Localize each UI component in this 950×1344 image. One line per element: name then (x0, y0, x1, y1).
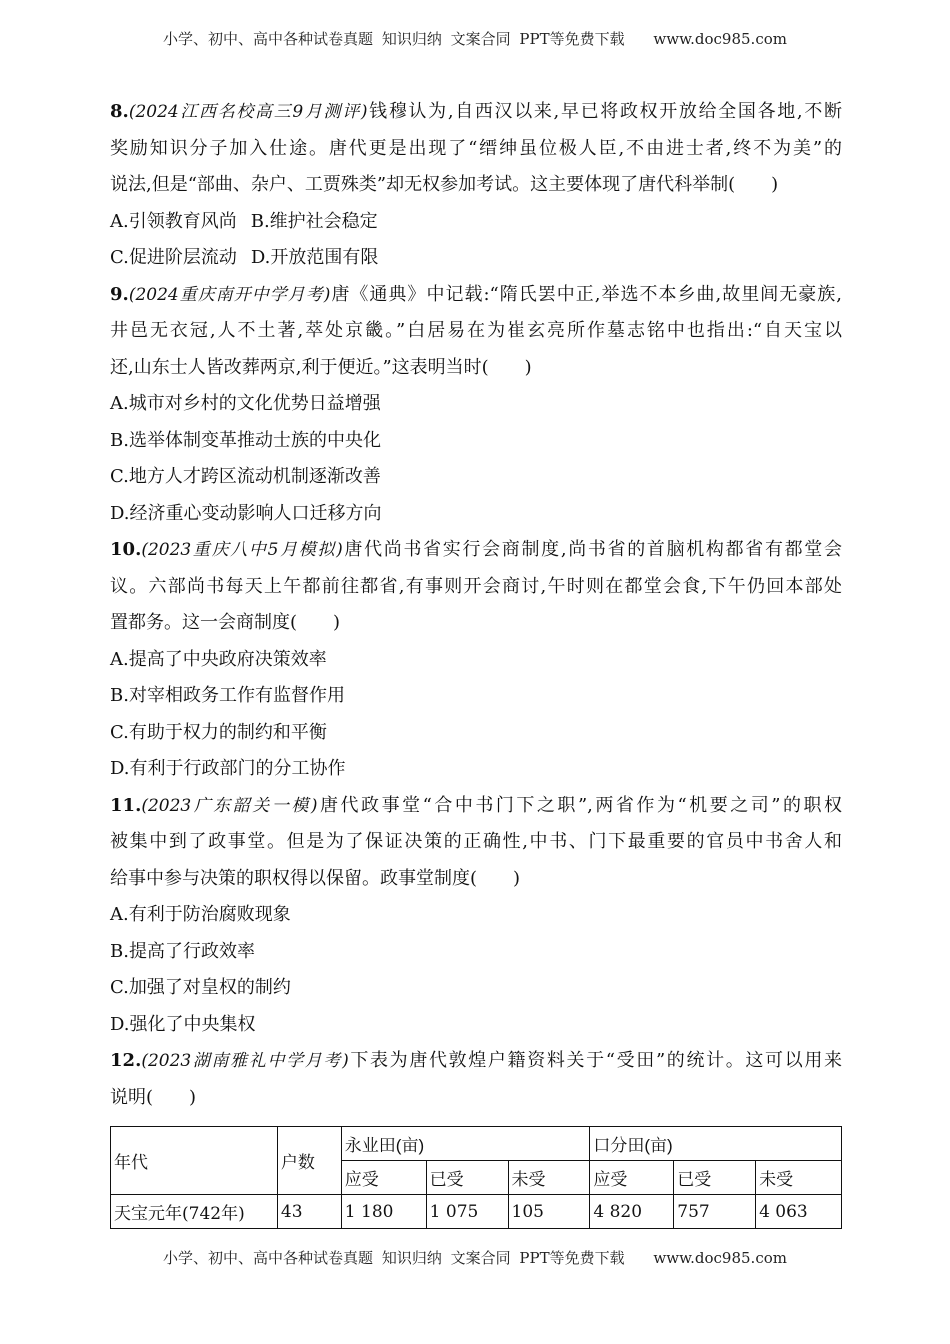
question-number: 12 (110, 1050, 136, 1071)
table-header-cell: 已受 (674, 1161, 756, 1195)
question-source: (2024江西名校高三9月测评) (128, 102, 368, 122)
question-text-line: 井邑无衣冠,人不土著,萃处京畿。”白居易在为崔玄亮所作墓志铭中也指出:“自天宝以 (110, 320, 842, 341)
table-cell: 43 (277, 1195, 341, 1229)
header-item: 小学、初中、高中各种试卷真题 (163, 30, 374, 48)
table-cell: 天宝元年(742年) (111, 1195, 278, 1229)
question-text-line: 议。六部尚书每天上午都前往都省,有事则开会商讨,午时则在都堂会食,下午仍回本部处 (110, 575, 842, 597)
option-c[interactable]: C.加强了对皇权的制约 (110, 977, 291, 998)
question-text-line: 说明( ) (110, 1086, 197, 1108)
question-text-line: 说法,但是“部曲、杂户、工贾殊类”却无权参加考试。这主要体现了唐代科举制( ) (110, 174, 779, 195)
question-text-line: 下表为唐代敦煌户籍资料关于“受田”的统计。这可以用来 (348, 1050, 842, 1071)
table-row (111, 1195, 842, 1229)
table-header-cell: 已受 (426, 1161, 508, 1195)
footer-site-link[interactable]: www.doc985.com (653, 1249, 787, 1267)
question-12: 12.(2023湖南雅礼中学月考)下表为唐代敦煌户籍资料关于“受田”的统计。这可以用来 说明( ) 年代 户数 永业田(亩) 口分田(亩) 应受 已受 未受 应受 已受 未受 天宝元年(742年) 43 1 180 1 075 105 4 820 757 4 063 (110, 1043, 842, 1229)
question-source: (2023广东韶关一模) (141, 795, 318, 816)
header-site-link[interactable]: www.doc985.com (653, 30, 787, 48)
question-text-line: 唐代政事堂“合中书门下之职”,两省作为“机要之司”的职权 (317, 794, 842, 816)
option-a[interactable]: A.有利于防治腐败现象 (110, 904, 291, 925)
option-a[interactable]: A.提高了中央政府决策效率 (110, 648, 327, 670)
table-header-cell: 应受 (341, 1161, 426, 1195)
question-10: 10.(2023重庆八中5月模拟)唐代尚书省实行会商制度,尚书省的首脑机构都省有都堂会 议。六部尚书每天上午都前往都省,有事则开会商讨,午时则在都堂会食,下午仍回本部处 置都务。这一会商制度( ) A.提高了中央政府决策效率 B.对宰相政务工作有监督作用 C.有助于权力的制约和平衡 D.有利于行政部门的分工协作 (110, 532, 842, 788)
question-text-line: 给事中参与决策的职权得以保留。政事堂制度( ) (110, 867, 521, 889)
header-item: PPT等免费下载 (519, 30, 625, 48)
option-a[interactable]: A.引领教育风尚 (110, 210, 237, 232)
question-9: 9.(2024重庆南开中学月考)唐《通典》中记载:“隋氏罢中正,举选不本乡曲,故里闾无豪族, 井邑无衣冠,人不土著,萃处京畿。”白居易在为崔玄亮所作墓志铭中也指出:“自天宝以 还,山东士人皆改葬两京,利于便近。”这表明当时( ) A.城市对乡村的文化优势日益增强 B.选举体制变革推动士族的中央化 C.地方人才跨区流动机制逐渐改善 D.经济重心变动影响人口迁移方向 (110, 277, 842, 533)
table-cell: 4 063 (756, 1195, 842, 1229)
question-text-line: 被集中到了政事堂。但是为了保证决策的正确性,中书、门下最重要的官员中书舍人和 (110, 831, 842, 852)
option-b[interactable]: B.对宰相政务工作有监督作用 (110, 685, 345, 706)
option-d[interactable]: D.经济重心变动影响人口迁移方向 (110, 502, 382, 524)
question-text-line: 唐《通典》中记载:“隋氏罢中正,举选不本乡曲,故里闾无豪族, (330, 283, 842, 305)
header-item: 文案合同 (450, 30, 511, 48)
table-header-cell: 未受 (508, 1161, 590, 1195)
option-a[interactable]: A.城市对乡村的文化优势日益增强 (110, 393, 381, 414)
footer-item: 小学、初中、高中各种试卷真题 (163, 1249, 374, 1267)
option-b[interactable]: B.选举体制变革推动士族的中央化 (110, 429, 381, 451)
table-cell: 1 180 (341, 1195, 426, 1229)
question-source: (2023湖南雅礼中学月考) (141, 1051, 349, 1071)
option-b[interactable]: B.提高了行政效率 (110, 940, 255, 962)
option-row (110, 204, 842, 241)
option-b[interactable]: B.维护社会稳定 (250, 210, 378, 232)
option-d[interactable]: D.开放范围有限 (250, 247, 379, 268)
table-cell: 105 (508, 1195, 590, 1229)
question-text-line: 奖励知识分子加入仕途。唐代更是出现了“缙绅虽位极人臣,不由进士者,终不为美”的 (110, 137, 842, 159)
footer-item: 知识归纳 (381, 1249, 442, 1267)
question-text-line: 唐代尚书省实行会商制度,尚书省的首脑机构都省有都堂会 (342, 539, 842, 560)
page-header (0, 28, 950, 49)
table-header-cell: 年代 (111, 1127, 278, 1195)
question-number: 9 (110, 283, 123, 305)
option-c[interactable]: C.地方人才跨区流动机制逐渐改善 (110, 466, 381, 487)
page-footer (0, 1247, 950, 1268)
footer-item: PPT等免费下载 (519, 1249, 625, 1267)
table-header-cell: 应受 (590, 1161, 674, 1195)
question-11: 11.(2023广东韶关一模)唐代政事堂“合中书门下之职”,两省作为“机要之司”的职权 被集中到了政事堂。但是为了保证决策的正确性,中书、门下最重要的官员中书舍人和 给事中参与决策的职权得以保留。政事堂制度( ) A.有利于防治腐败现象 B.提高了行政效率 C.加强了对皇权的制约 D.强化了中央集权 (110, 788, 842, 1044)
option-d[interactable]: D.有利于行政部门的分工协作 (110, 758, 346, 779)
header-item: 知识归纳 (381, 30, 442, 48)
question-text-line: 还,山东士人皆改葬两京,利于便近。”这表明当时( ) (110, 356, 532, 378)
option-row (110, 240, 842, 277)
table-header-cell: 未受 (756, 1161, 842, 1195)
question-source: (2024重庆南开中学月考) (128, 284, 331, 305)
question-list (110, 94, 842, 1229)
question-number: 8 (110, 101, 123, 122)
question-text-line: 钱穆认为,自西汉以来,早已将政权开放给全国各地,不断 (367, 101, 842, 122)
table-header-row (111, 1127, 842, 1161)
table-cell: 4 820 (590, 1195, 674, 1229)
question-number: 11 (110, 794, 136, 816)
table-header-cell: 口分田(亩) (590, 1127, 842, 1161)
table-cell: 1 075 (426, 1195, 508, 1229)
question-text-line: 置都务。这一会商制度( ) (110, 612, 341, 633)
question-8: 8.(2024江西名校高三9月测评)钱穆认为,自西汉以来,早已将政权开放给全国各地,不断 奖励知识分子加入仕途。唐代更是出现了“缙绅虽位极人臣,不由进士者,终不为美”的 说法,但是“部曲、杂户、工贾殊类”却无权参加考试。这主要体现了唐代科举制( ) A.引领教育风尚 B.维护社会稳定 C.促进阶层流动 D.开放范围有限 (110, 94, 842, 277)
question-number: 10 (110, 539, 136, 560)
table-cell: 757 (674, 1195, 756, 1229)
option-c[interactable]: C.促进阶层流动 (110, 247, 237, 268)
question-source: (2023重庆八中5月模拟) (141, 540, 343, 560)
land-allocation-table (110, 1126, 842, 1229)
table-header-cell: 户数 (277, 1127, 341, 1195)
option-c[interactable]: C.有助于权力的制约和平衡 (110, 721, 327, 743)
footer-item: 文案合同 (450, 1249, 511, 1267)
option-d[interactable]: D.强化了中央集权 (110, 1013, 256, 1035)
table-header-cell: 永业田(亩) (341, 1127, 590, 1161)
